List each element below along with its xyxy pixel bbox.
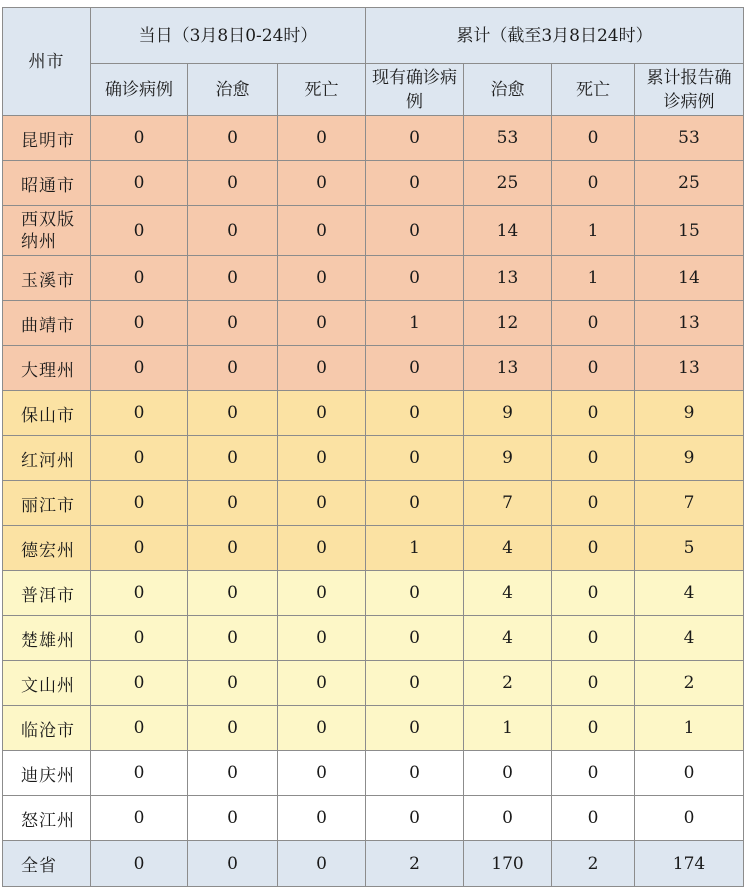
cell-daily-confirmed: 0: [91, 706, 188, 751]
cell-daily-cured: 0: [188, 206, 278, 256]
cell-daily-confirmed: 0: [91, 256, 188, 301]
row-region-name: 楚雄州: [3, 616, 91, 661]
cell-daily-confirmed: 0: [91, 436, 188, 481]
cell-current-confirmed: 0: [366, 751, 464, 796]
table-row: [3, 571, 744, 616]
cell-cumulative-cured: 9: [464, 436, 552, 481]
header-cumulative-deaths: 死亡: [552, 64, 635, 116]
cell-cumulative-deaths: 0: [552, 116, 635, 161]
row-region-name: 昆明市: [3, 116, 91, 161]
cell-daily-deaths: 0: [278, 116, 366, 161]
total-daily-cured: 0: [188, 841, 278, 887]
cell-cumulative-reported: 4: [635, 571, 744, 616]
cell-current-confirmed: 0: [366, 796, 464, 841]
cell-daily-cured: 0: [188, 526, 278, 571]
table-row: [3, 706, 744, 751]
cell-current-confirmed: 0: [366, 706, 464, 751]
cell-daily-deaths: 0: [278, 161, 366, 206]
cell-cumulative-reported: 2: [635, 661, 744, 706]
table-row: [3, 256, 744, 301]
cell-cumulative-reported: 0: [635, 796, 744, 841]
total-daily-deaths: 0: [278, 841, 366, 887]
table-row: [3, 436, 744, 481]
total-daily-confirmed: 0: [91, 841, 188, 887]
table-row: [3, 481, 744, 526]
header-daily-cured: 治愈: [188, 64, 278, 116]
epidemic-data-table: [2, 7, 744, 887]
cell-cumulative-deaths: 0: [552, 751, 635, 796]
cell-daily-confirmed: 0: [91, 391, 188, 436]
cell-daily-deaths: 0: [278, 571, 366, 616]
cell-daily-cured: 0: [188, 256, 278, 301]
cell-daily-confirmed: 0: [91, 616, 188, 661]
row-region-name: 红河州: [3, 436, 91, 481]
cell-daily-deaths: 0: [278, 391, 366, 436]
header-cumulative-cured: 治愈: [464, 64, 552, 116]
cell-cumulative-cured: 13: [464, 346, 552, 391]
cell-daily-cured: 0: [188, 796, 278, 841]
cell-cumulative-cured: 9: [464, 391, 552, 436]
cell-cumulative-deaths: 0: [552, 616, 635, 661]
cell-daily-cured: 0: [188, 116, 278, 161]
cell-current-confirmed: 0: [366, 391, 464, 436]
total-current-confirmed: 2: [366, 841, 464, 887]
cell-daily-cured: 0: [188, 751, 278, 796]
header-daily-confirmed: 确诊病例: [91, 64, 188, 116]
row-region-name: 大理州: [3, 346, 91, 391]
cell-daily-cured: 0: [188, 391, 278, 436]
cell-cumulative-deaths: 0: [552, 526, 635, 571]
cell-cumulative-reported: 5: [635, 526, 744, 571]
header-current-confirmed: 现有确诊病例: [366, 64, 464, 116]
cell-cumulative-reported: 14: [635, 256, 744, 301]
table-row: [3, 346, 744, 391]
cell-current-confirmed: 0: [366, 481, 464, 526]
cell-cumulative-cured: 2: [464, 661, 552, 706]
cell-cumulative-reported: 9: [635, 436, 744, 481]
cell-cumulative-reported: 25: [635, 161, 744, 206]
row-region-name: 昭通市: [3, 161, 91, 206]
cell-current-confirmed: 0: [366, 436, 464, 481]
cell-daily-cured: 0: [188, 161, 278, 206]
cell-daily-deaths: 0: [278, 661, 366, 706]
cell-daily-cured: 0: [188, 481, 278, 526]
cell-daily-deaths: 0: [278, 346, 366, 391]
table-row: [3, 206, 744, 256]
table-row: [3, 616, 744, 661]
total-cumulative-deaths: 2: [552, 841, 635, 887]
cell-daily-deaths: 0: [278, 751, 366, 796]
cell-current-confirmed: 0: [366, 346, 464, 391]
cell-daily-cured: 0: [188, 301, 278, 346]
cell-cumulative-reported: 53: [635, 116, 744, 161]
row-region-name: 西双版纳州: [3, 206, 91, 256]
total-label: 全省: [3, 841, 91, 887]
header-region: 州市: [3, 8, 91, 116]
cell-daily-cured: 0: [188, 706, 278, 751]
total-cumulative-reported: 174: [635, 841, 744, 887]
row-region-name: 玉溪市: [3, 256, 91, 301]
cell-cumulative-reported: 4: [635, 616, 744, 661]
cell-daily-confirmed: 0: [91, 751, 188, 796]
table-container: [2, 7, 744, 887]
table-row: [3, 391, 744, 436]
cell-cumulative-deaths: 1: [552, 256, 635, 301]
cell-cumulative-cured: 12: [464, 301, 552, 346]
cell-daily-confirmed: 0: [91, 796, 188, 841]
cell-daily-confirmed: 0: [91, 116, 188, 161]
table-row: [3, 116, 744, 161]
cell-current-confirmed: 0: [366, 661, 464, 706]
cell-cumulative-cured: 4: [464, 571, 552, 616]
cell-cumulative-reported: 0: [635, 751, 744, 796]
cell-cumulative-reported: 7: [635, 481, 744, 526]
row-region-name: 曲靖市: [3, 301, 91, 346]
table-row: [3, 161, 744, 206]
header-cumulative-group: 累计（截至3月8日24时）: [366, 8, 744, 64]
cell-cumulative-reported: 15: [635, 206, 744, 256]
total-row: [3, 841, 744, 887]
cell-daily-confirmed: 0: [91, 661, 188, 706]
cell-daily-confirmed: 0: [91, 481, 188, 526]
cell-daily-confirmed: 0: [91, 301, 188, 346]
cell-daily-deaths: 0: [278, 481, 366, 526]
cell-cumulative-reported: 13: [635, 301, 744, 346]
row-region-name: 临沧市: [3, 706, 91, 751]
cell-current-confirmed: 1: [366, 301, 464, 346]
table-row: [3, 661, 744, 706]
cell-cumulative-cured: 4: [464, 616, 552, 661]
cell-cumulative-cured: 7: [464, 481, 552, 526]
cell-cumulative-deaths: 1: [552, 206, 635, 256]
cell-cumulative-cured: 53: [464, 116, 552, 161]
cell-current-confirmed: 0: [366, 206, 464, 256]
cell-cumulative-deaths: 0: [552, 796, 635, 841]
table-row: [3, 301, 744, 346]
table-row: [3, 526, 744, 571]
cell-daily-deaths: 0: [278, 436, 366, 481]
cell-cumulative-cured: 0: [464, 796, 552, 841]
cell-cumulative-cured: 4: [464, 526, 552, 571]
cell-current-confirmed: 0: [366, 161, 464, 206]
table-body: [3, 116, 744, 887]
cell-current-confirmed: 0: [366, 256, 464, 301]
row-region-name: 丽江市: [3, 481, 91, 526]
cell-cumulative-deaths: 0: [552, 661, 635, 706]
cell-daily-confirmed: 0: [91, 526, 188, 571]
cell-daily-cured: 0: [188, 436, 278, 481]
cell-daily-deaths: 0: [278, 796, 366, 841]
cell-daily-deaths: 0: [278, 301, 366, 346]
cell-daily-deaths: 0: [278, 526, 366, 571]
cell-daily-confirmed: 0: [91, 206, 188, 256]
row-region-name: 普洱市: [3, 571, 91, 616]
cell-cumulative-reported: 9: [635, 391, 744, 436]
cell-daily-deaths: 0: [278, 616, 366, 661]
cell-daily-confirmed: 0: [91, 346, 188, 391]
cell-daily-confirmed: 0: [91, 571, 188, 616]
cell-cumulative-deaths: 0: [552, 161, 635, 206]
cell-cumulative-cured: 1: [464, 706, 552, 751]
cell-current-confirmed: 0: [366, 571, 464, 616]
cell-daily-cured: 0: [188, 571, 278, 616]
cell-cumulative-deaths: 0: [552, 301, 635, 346]
total-cumulative-cured: 170: [464, 841, 552, 887]
cell-daily-deaths: 0: [278, 706, 366, 751]
row-region-name: 文山州: [3, 661, 91, 706]
row-region-name: 德宏州: [3, 526, 91, 571]
cell-cumulative-reported: 13: [635, 346, 744, 391]
table-row: [3, 796, 744, 841]
cell-daily-confirmed: 0: [91, 161, 188, 206]
header-daily-group: 当日（3月8日0-24时）: [91, 8, 366, 64]
cell-current-confirmed: 0: [366, 116, 464, 161]
cell-daily-deaths: 0: [278, 206, 366, 256]
cell-cumulative-deaths: 0: [552, 706, 635, 751]
cell-cumulative-cured: 0: [464, 751, 552, 796]
cell-cumulative-cured: 25: [464, 161, 552, 206]
cell-cumulative-reported: 1: [635, 706, 744, 751]
row-region-name: 怒江州: [3, 796, 91, 841]
cell-cumulative-deaths: 0: [552, 481, 635, 526]
cell-daily-cured: 0: [188, 346, 278, 391]
cell-cumulative-deaths: 0: [552, 436, 635, 481]
cell-daily-deaths: 0: [278, 256, 366, 301]
header-daily-deaths: 死亡: [278, 64, 366, 116]
cell-cumulative-cured: 14: [464, 206, 552, 256]
cell-cumulative-deaths: 0: [552, 391, 635, 436]
row-region-name: 迪庆州: [3, 751, 91, 796]
cell-daily-cured: 0: [188, 661, 278, 706]
row-region-name: 保山市: [3, 391, 91, 436]
header-cumulative-reported: 累计报告确诊病例: [635, 64, 744, 116]
table-row: [3, 751, 744, 796]
cell-cumulative-cured: 13: [464, 256, 552, 301]
cell-current-confirmed: 0: [366, 616, 464, 661]
cell-current-confirmed: 1: [366, 526, 464, 571]
cell-daily-cured: 0: [188, 616, 278, 661]
cell-cumulative-deaths: 0: [552, 571, 635, 616]
cell-cumulative-deaths: 0: [552, 346, 635, 391]
